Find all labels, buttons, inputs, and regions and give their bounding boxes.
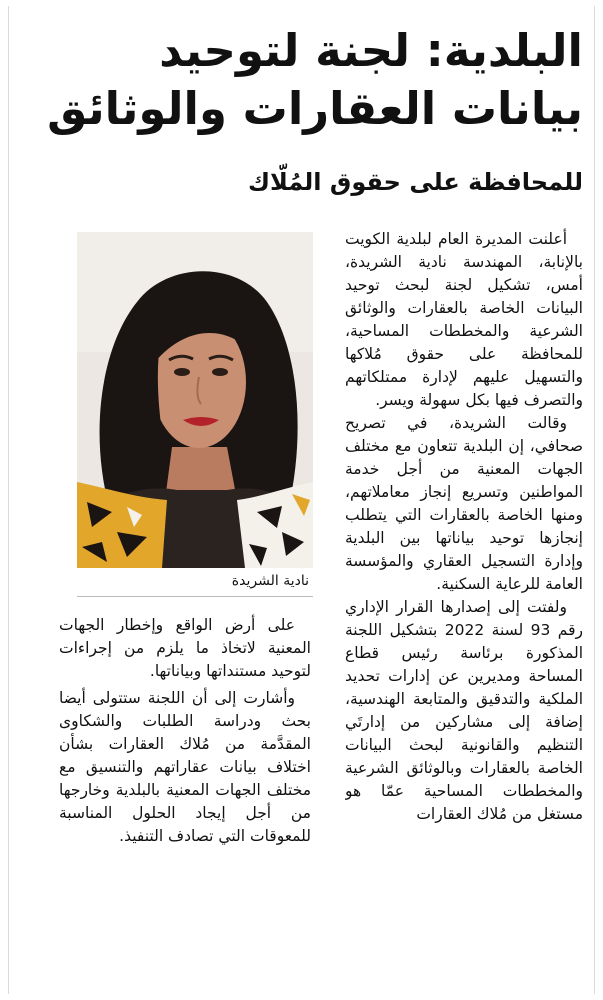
- portrait-photo: [77, 232, 313, 568]
- headline-line-2: بيانات العقارات والوثائق: [47, 82, 583, 135]
- photo-caption: نادية الشريدة: [231, 573, 309, 589]
- article-column-left: [59, 614, 311, 994]
- headline: [23, 22, 583, 138]
- paragraph-3: ولفتت إلى إصدارها القرار الإداري رقم 93 لسنة 2022 بتشكيل اللجنة المذكورة برئاسة رئيس قطاع المساحة ومديرين عن إدارات تحديد الملكية والتدقيق والمتابعة الهندسية، إضافة إلى مشاركين من إدارتَي التنظيم والقانونية لبحث البيانات الخاصة بالعقارات وبالوثائق الشرعية والمخططات المساحية عمّا هو مستغل من مُلاك العقارات: [345, 598, 583, 823]
- caption-divider: [77, 596, 313, 597]
- paragraph-1: أعلنت المديرة العام لبلدية الكويت بالإنابة، المهندسة نادية الشريدة، أمس، تشكيل لجنة لبحث توحيد البيانات الخاصة بالعقارات والوثائق الشرعية والمخططات المساحية، للمحافظة على حقوق مُلاكها والتسهيل عليهم لإدارة ممتلكاتهم والتصرف فيها بكل سهولة ويسر.: [345, 230, 583, 409]
- headline-line-1: البلدية: لجنة لتوحيد: [159, 24, 583, 77]
- paragraph-4: على أرض الواقع وإخطار الجهات المعنية لاتخاذ ما يلزم من إجراءات لتوحيد مستنداتها وبياناتها.: [59, 616, 311, 680]
- paragraph-5: وأشارت إلى أن اللجنة ستتولى أيضا بحث ودراسة الطلبات والشكاوى المقدَّمة من مُلاك العقارات بشأن اختلاف بيانات عقاراتهم والتنسيق مع مختلف الجهات المعنية بالبلدية وخارجها من أجل إيجاد الحلول المناسبة للمعوقات التي تصادف التنفيذ.: [59, 689, 311, 845]
- subheadline: للمحافظة على حقوق المُلّاك: [247, 168, 583, 196]
- paragraph-2: وقالت الشريدة، في تصريح صحافي، إن البلدية تتعاون مع مختلف الجهات المعنية من أجل خدمة المواطنين وتسريع إنجاز معاملاتهم، ومنها الخاصة بالعقارات التي يتطلب إنجازها توحيد بياناتها بين البلدية وإدارة التسجيل العقاري والمؤسسة العامة للرعاية السكنية.: [345, 414, 583, 593]
- portrait-illustration: [77, 232, 313, 568]
- article-column-right: [345, 228, 583, 996]
